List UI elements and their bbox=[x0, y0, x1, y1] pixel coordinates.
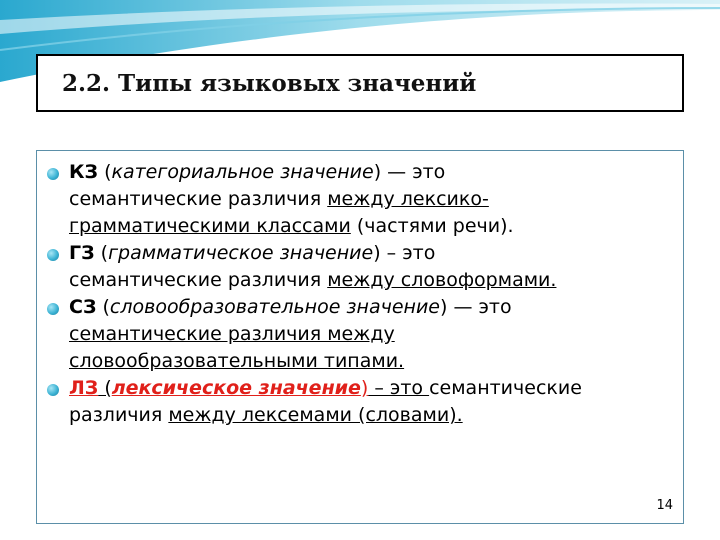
definition-text: (частями речи). bbox=[350, 215, 514, 237]
paren: ( bbox=[96, 296, 110, 318]
dash-text: — это bbox=[447, 296, 512, 318]
definition-underlined: между лексемами (словами). bbox=[168, 404, 463, 426]
list-item-lz bbox=[45, 375, 675, 429]
bullet-dot-icon bbox=[47, 384, 59, 396]
bullet-dot-icon bbox=[47, 168, 59, 180]
page-number: 14 bbox=[656, 498, 673, 513]
bullet-dot-icon bbox=[47, 303, 59, 315]
definition-underlined: между лексико- bbox=[327, 188, 489, 210]
abbreviation: КЗ bbox=[69, 161, 99, 183]
paren: ) bbox=[360, 377, 369, 399]
abbreviation: СЗ bbox=[69, 296, 97, 318]
definition-list bbox=[45, 159, 675, 429]
definition-underlined: грамматическими классами bbox=[69, 215, 351, 237]
bullet-dot-icon bbox=[47, 249, 59, 261]
list-item-sz bbox=[45, 294, 675, 375]
dash-text: – это bbox=[380, 242, 436, 264]
paren: ( bbox=[94, 242, 109, 264]
content-frame bbox=[36, 150, 684, 524]
paren: ) bbox=[373, 242, 381, 264]
abbreviation: ЛЗ bbox=[69, 377, 99, 399]
dash-text: – это bbox=[368, 377, 430, 399]
definition-underlined: словообразовательными типами. bbox=[69, 350, 405, 372]
paren: ( bbox=[98, 161, 112, 183]
term: лексическое значение bbox=[111, 377, 361, 399]
paren: ) bbox=[373, 161, 382, 183]
definition-text: семантические bbox=[429, 377, 582, 399]
paren: ( bbox=[98, 377, 112, 399]
term: категориальное значение bbox=[111, 161, 374, 183]
definition-text: семантические различия bbox=[69, 269, 328, 291]
list-item-gz bbox=[45, 240, 675, 294]
abbreviation: ГЗ bbox=[69, 242, 95, 264]
paren: ) bbox=[439, 296, 448, 318]
definition-text: семантические различия bbox=[69, 188, 328, 210]
term: грамматическое значение bbox=[108, 242, 374, 264]
title-frame bbox=[36, 54, 684, 112]
definition-underlined: между словоформами. bbox=[327, 269, 557, 291]
definition-text: различия bbox=[69, 404, 169, 426]
dash-text: — это bbox=[381, 161, 446, 183]
term: словообразовательное значение bbox=[109, 296, 440, 318]
list-item-kz bbox=[45, 159, 675, 240]
definition-underlined: семантические различия между bbox=[69, 323, 395, 345]
slide-title: 2.2. Типы языковых значений bbox=[62, 70, 477, 97]
